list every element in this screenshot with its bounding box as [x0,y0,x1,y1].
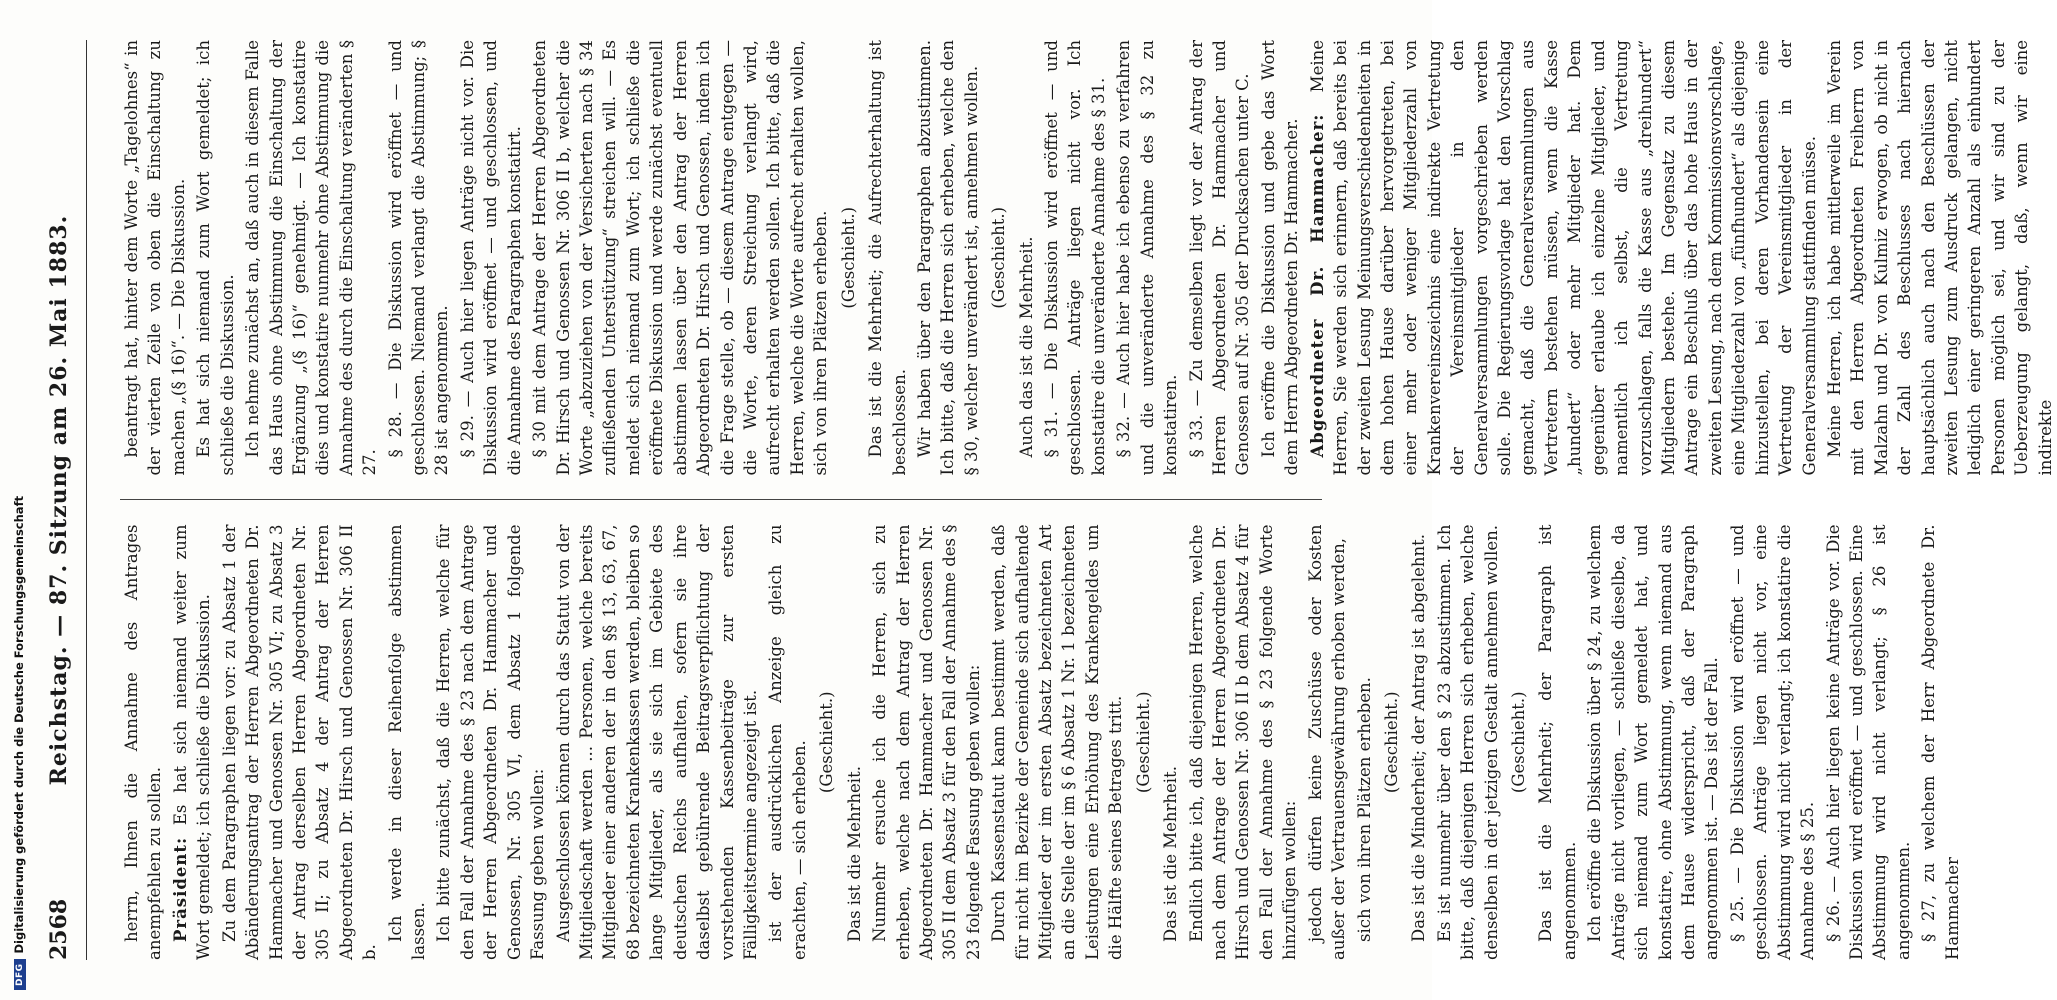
paragraph-text: (Geschieht.) [1509,691,1529,794]
paragraph [764,525,811,961]
paragraph [120,525,167,961]
paragraph [1822,525,1916,961]
paragraph-text: Das ist die Minderheit; der Antrag ist abgelehnt. [1409,533,1429,942]
paragraph [987,525,1128,961]
stage-direction [1132,525,1155,961]
paragraph [868,525,985,961]
page-header [40,0,80,1000]
footer-strip [0,0,24,1000]
paragraph-text: jedoch dürfen keine Zuschüsse oder Kosten außer der Vertrauensgewährung erhoben werden, [1305,524,1349,960]
paragraph [528,40,832,476]
paragraph [843,525,866,961]
footer-credit-text: Digitalisierung gefördert durch die Deutsche Forschungsgemeinschaft [12,495,26,954]
paragraph-text: Es ist nunmehr über den § 23 abzustimmen. Ich bitte, daß diejenigen Herren sich erheben, welche denselben in der jetzigen Gestalt annehmen wollen. [1434,524,1501,960]
paragraph [432,525,549,961]
paragraph [1185,525,1302,961]
paragraph [384,40,454,476]
text-columns [120,39,2055,960]
paragraph [1353,525,1376,961]
paragraph-text: Auch das ist die Mehrheit. [1016,236,1036,458]
paragraph [1306,40,1821,476]
paragraph-text: Das ist die Mehrheit; die Aufrechterhaltung ist beschlossen. [866,40,909,476]
paragraph [1917,525,1964,961]
paragraph-text: § 29. — Auch hier liegen Anträge nicht vor. Die Diskussion wird eröffnet — und geschlossen, und die Annahme des Paragraphen konstatirt. [457,40,524,476]
paragraph-text: § 30 mit dem Antrage der Herren Abgeordneten Dr. Hirsch und Genossen Nr. 306 II b, welcher die Worte „abzuziehen von der Versicherten nach § 34 zufließenden Unterstützung“ streichen will. — Es meldet sich niemand zum Wort; ich schließe die eröffnete Diskussion und werde zunächst eventuell abstimmen lassen über den Antrag der Herren Abgeordneten Dr. Hirsch und Genossen, indem ich die Frage stelle, ob — diesem Antrage entgegen — die Worte, deren Streichung verlangt wird, aufrecht erhalten werden sollen. Ich bitte, daß die Herren, welche die Worte aufrecht erhalten wollen, sich von ihren Plätzen erheben. [530,40,831,476]
paragraph [1257,40,1304,476]
speaker-name: Präsident: [170,836,190,942]
paragraph [913,40,983,476]
paragraph-text: § 25. — Die Diskussion wird eröffnet — und geschlossen. Anträge liegen nicht vor, eine Abstimmung wird nicht verlangt; ich konstatire die Annahme des § 25. [1727,524,1818,960]
column-divider [120,500,1322,501]
paragraph-text: Ich nehme zunächst an, daß auch in diesem Falle das Haus ohne Abstimmung die Einschaltung der Ergänzung „(§ 16)“ genehmigt. — Ich konstatire dies und konstatire nunmehr ohne Abstimmung die Annahme des durch die Einschaltung veränderten § 27. [243,40,380,476]
paragraph-text: § 27, zu welchem der Herr Abgeordnete Dr. Hammacher [1919,524,1962,960]
paragraph-text: § 32. — Auch hier habe ich ebenso zu verfahren und die unveränderte Annahme des § 32 zu konstatiren. [1114,40,1181,476]
paragraph [552,525,763,961]
paragraph [120,40,190,476]
paragraph-text: Endlich bitte ich, daß diejenigen Herren, welche nach dem Antrage der Herren Abgeordneten Dr. Hirsch und Genossen Nr. 306 II b dem Absatz 4 für den Fall der Annahme des § 23 folgende Worte hinzufügen wollen: [1186,524,1300,960]
paragraph [456,40,526,476]
paragraph-text: § 26. — Auch hier liegen keine Anträge vor. Die Diskussion wird eröffnet — und geschlossen. Eine Abstimmung wird nicht verlangt; § 26 ist angenommen. [1823,524,1913,960]
paragraph [1534,525,1581,961]
paragraph-text: Ausgeschlossen können durch das Statut von der Mitgliedschaft werden ... Personen, welche bereits Mitglieder einer anderen der in den §§ 13, 63, 67, 68 bezeichneten Krankenkassen werden, bleiben so lange Mitglieder, als sie sich im Gebiete des deutschen Reichs aufhalten, sofern sie ihre daselbst gebührende Beitragsverpflichtung der vorstehenden Kassenbeiträge zur ersten Fälligkeitstermine angezeigt ist. [553,524,760,960]
stage-direction [1380,525,1403,961]
paragraph-text: Ich werde in dieser Reihenfolge abstimmen lassen. [385,524,429,960]
paragraph-text: Meine Herren, Sie werden sich erinnern, daß bereits bei der zweiten Lesung Meinungsverschiedenheiten in dem hohen Hause darüber hervorgetreten, bei einer mehr oder weniger Mitgliederzahl von Krankenvereinszeichnis eine indirekte Vertretung der Vereinsmitglieder in den Generalversammlungen vorgeschrieben werden solle. Die Regierungsvorlage hat den Vorschlag gemacht, daß die Generalversammlungen aus Vertretern bestehen müssen, wenn die Kasse „hundert“ oder mehr Mitglieder hat. Dem gegenüber erlaube ich einzelne Mitglieder, und namentlich ich selbst, die Vertretung vorzuschlagen, falls die Kasse aus „dreihundert“ Mitgliedern bestehe. Im Gegensatz zu diesem Antrage ein Beschluß über das hohe Haus in der zweiten Lesung, nach dem Kommissionsvorschlage, eine Mitgliederzahl von „fünfhundert“ als diejenige hinzustellen, bei deren Vorhandensein eine Vertretung der Vereinsmitglieder in der Generalversammlung stattfinden müsse. [1307,39,1819,476]
paragraph-text: Meine Herren, ich habe mittlerweile im Verein mit den Herren Abgeordneten Freiherrn von Malzahn und Dr. von Kulmiz erwogen, ob nicht in der Zahl des Beschlusses nach hiernach hauptsächlich auch nach den Beschlüssen der zweiten Lesung zum Ausdruck gelangen, nicht lediglich einer geringeren Anzahl als einhundert Personen möglich sei, und wir sind zu der Ueberzeugung gelangt, daß, wenn wir eine indirekte [1824,40,2055,476]
paragraph-text: § 28. — Die Diskussion wird eröffnet — und geschlossen. Niemand verlangt die Abstimmung; § 28 ist angenommen. [385,40,452,476]
paragraph [1583,525,1724,961]
paragraph-text: § 31. — Die Diskussion wird eröffnet — und geschlossen. Anträge liegen nicht vor. Ich konstatire die unveränderte Annahme des § 31. [1042,40,1108,476]
header-rule [86,40,87,960]
paragraph [169,525,216,961]
paragraph-text: (Geschieht.) [1133,691,1153,794]
paragraph-text: Durch Kassenstatut kann bestimmt werden, daß für nicht im Bezirke der Gemeinde sich aufhaltende Mitglieder der im ersten Absatz bezeichneten Art an die Stelle der im § 6 Absatz 1 Nr. 1 bezeichneten Leistungen eine Erhöhung des Krankengeldes um die Hälfte seines Betrages tritt. [989,524,1126,960]
paragraph [1159,525,1182,961]
paragraph [1112,40,1182,476]
paragraph-text: Das ist die Mehrheit. [1161,766,1181,942]
paragraph-text: Wir haben über den Paragraphen abzustimmen. Ich bitte, daß die Herren sich erheben, welche den § 30, welcher unverändert ist, annehmen wollen. [914,40,981,476]
left-column [120,524,1962,961]
paragraph-text: (Geschieht.) [817,691,837,794]
right-column [120,39,2055,476]
paragraph-text: § 33. — Zu demselben liegt vor der Antrag der Herren Abgeordneten Dr. Hammacher und Genossen auf Nr. 305 der Drucksachen unter C. [1186,40,1253,476]
paragraph [1407,525,1430,961]
paragraph [1823,40,2057,476]
paragraph [384,525,431,961]
paragraph [1185,40,1255,476]
stage-direction [815,525,838,961]
stage-direction [1507,525,1530,961]
paragraph [218,525,382,961]
dfg-logo: DFG [14,959,26,990]
paragraph-text: (Geschieht.) [838,206,858,309]
paragraph-text: (Geschieht.) [989,206,1009,309]
paragraph [1433,525,1503,961]
footer-credit [12,496,26,990]
paragraph [1040,40,1110,476]
paragraph [1726,525,1820,961]
paragraph-text: Nunmehr ersuche ich die Herren, sich zu erheben, welche nach dem Antrag der Herren Abgeordneten Dr. Hammacher und Genossen Nr. 305 II dem Absatz 3 für den Fall der Annahme des § 23 folgende Fassung geben wollen: [870,524,983,960]
paragraph-text: Es hat sich niemand weiter zum Wort gemeldet; ich schließe die Diskussion. [170,524,214,960]
speaker-name: Abgeordneter Dr. Hammacher: [1307,113,1327,458]
paragraph [1304,525,1351,961]
paragraph-text: Das ist die Mehrheit; der Paragraph ist angenommen. [1536,524,1579,960]
paragraph-text: Ich eröffne die Diskussion über § 24, zu welchem Anträge nicht vorliegen, — schließe dieselbe, da sich niemand zum Wort gemeldet hat, und konstatire, ohne Abstimmung, wenn niemand aus dem Hause widerspricht, daß der Paragraph angenommen ist. — Das ist der Fall. [1585,524,1722,960]
paragraph-text: herrn, Ihnen die Annahme des Antrages anempfehlen zu sollen. [122,524,165,960]
paragraph-text: Zu dem Paragraphen liegen vor: zu Absatz 1 der Abänderungsantrag der Herren Abgeordneten Dr. Hammacher und Genossen Nr. 305 VI; zu Absatz 3 der Antrag derselben Herren Abgeordneten Nr. 305 II; zu Absatz 4 der Antrag der Herren Abgeordneten Dr. Hirsch und Genossen Nr. 306 II b. [219,524,380,960]
paragraph-text: Es hat sich niemand zum Wort gemeldet; ich schließe die Diskussion. [194,40,237,476]
paragraph [192,40,239,476]
paragraph-text: sich von ihren Plätzen erheben. [1354,677,1374,942]
page-number: 2568 [46,898,72,960]
paragraph [864,40,911,476]
paragraph [241,40,382,476]
paragraph-text: Das ist die Mehrheit. [844,766,864,942]
stage-direction [987,40,1010,476]
paragraph [1015,40,1038,476]
paragraph-text: Ich bitte zunächst, daß die Herren, welche für den Fall der Annahme des § 23 nach dem Antrage der Herren Abgeordneten Dr. Hammacher und Genossen, Nr. 305 VI, dem Absatz 1 folgende Fassung geben wollen: [434,524,548,960]
paragraph-text: beantragt hat, hinter dem Worte „Tagelohnes“ in der vierten Zeile von oben die Einschaltung zu machen „(§ 16)“. — Die Diskussion. [122,40,188,476]
paragraph-text: ist der ausdrücklichen Anzeige gleich zu erachten, — sich erheben. [766,524,809,960]
page-title: Reichstag. — 87. Sitzung am 26. Mai 1883. [46,214,72,786]
paragraph-text: (Geschieht.) [1381,691,1401,794]
paragraph-text: Ich eröffne die Diskussion und gebe das Wort dem Herrn Abgeordneten Dr. Hammacher. [1258,40,1302,476]
stage-direction [837,40,860,476]
